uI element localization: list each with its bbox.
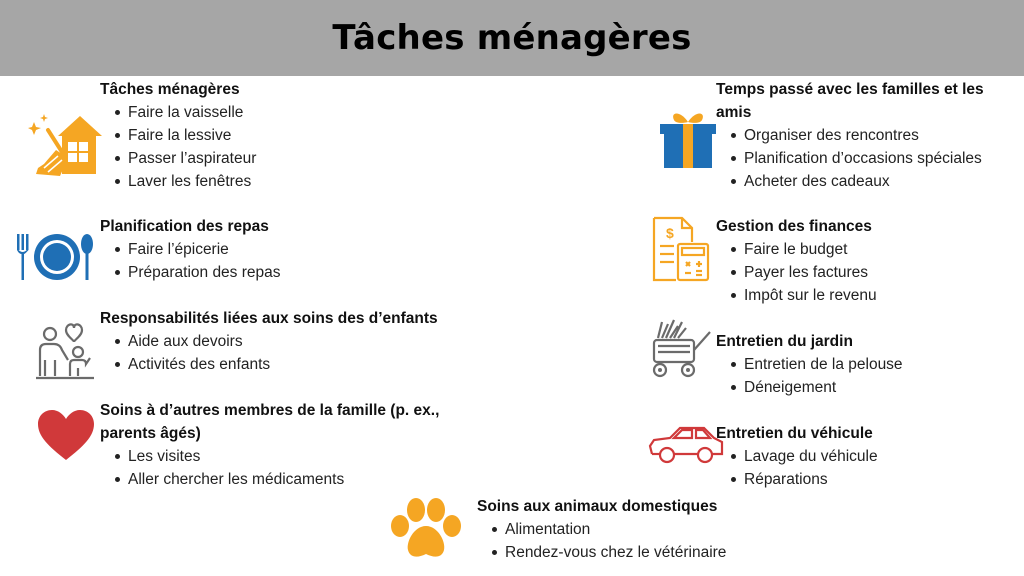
list-item: Entretien de la pelouse bbox=[716, 353, 903, 376]
plate-cutlery-icon bbox=[14, 232, 96, 282]
lawn-mower-icon bbox=[648, 318, 714, 380]
section-title: Entretien du jardin bbox=[716, 333, 853, 350]
list-item: Laver les fenêtres bbox=[100, 170, 256, 193]
list-item: Alimentation bbox=[477, 518, 726, 541]
list-item: Réparations bbox=[716, 468, 878, 491]
section-social bbox=[716, 78, 984, 193]
section-title: Planification des repas bbox=[100, 218, 269, 235]
section-title: Responsabilités liées aux soins des d’enfants bbox=[100, 310, 438, 327]
list-item: Passer l’aspirateur bbox=[100, 147, 256, 170]
list-item: Acheter des cadeaux bbox=[716, 170, 984, 193]
list-item: Déneigement bbox=[716, 376, 903, 399]
list-item: Faire la vaisselle bbox=[100, 101, 256, 124]
invoice-calculator-icon bbox=[652, 216, 712, 282]
list-item: Faire la lessive bbox=[100, 124, 256, 147]
list-item: Organiser des rencontres bbox=[716, 124, 984, 147]
list-item: Les visites bbox=[100, 445, 439, 468]
page-title: Tâches ménagères bbox=[332, 18, 692, 58]
section-pets bbox=[477, 495, 726, 564]
list-item: Payer les factures bbox=[716, 261, 877, 284]
list-item: Préparation des repas bbox=[100, 261, 281, 284]
car-icon bbox=[648, 424, 724, 464]
section-title: Gestion des finances bbox=[716, 218, 872, 235]
gift-icon bbox=[658, 108, 718, 170]
section-family-care bbox=[100, 399, 439, 491]
section-finances bbox=[716, 215, 877, 307]
section-meals bbox=[100, 215, 281, 284]
section-title: Entretien du véhicule bbox=[716, 425, 873, 442]
list-item: Faire l’épicerie bbox=[100, 238, 281, 261]
list-item: Planification d’occasions spéciales bbox=[716, 147, 984, 170]
section-title: Tâches ménagères bbox=[100, 81, 240, 98]
list-item: Lavage du véhicule bbox=[716, 445, 878, 468]
dollar-sign-icon: $ bbox=[666, 225, 674, 241]
list-item: Impôt sur le revenu bbox=[716, 284, 877, 307]
list-item: Activités des enfants bbox=[100, 353, 438, 376]
section-childcare bbox=[100, 307, 438, 376]
list-item: Aller chercher les médicaments bbox=[100, 468, 439, 491]
list-item: Faire le budget bbox=[716, 238, 877, 261]
section-title-line2: parents âgés) bbox=[100, 425, 201, 442]
house-cleaning-icon bbox=[28, 112, 102, 180]
header-banner bbox=[0, 0, 1024, 76]
section-title-line2: amis bbox=[716, 104, 752, 121]
section-chores bbox=[100, 78, 256, 193]
list-item: Rendez-vous chez le vétérinaire bbox=[477, 541, 726, 564]
section-title-line1: Temps passé avec les familles et les bbox=[716, 81, 984, 98]
section-vehicle bbox=[716, 422, 878, 491]
list-item: Aide aux devoirs bbox=[100, 330, 438, 353]
paw-icon bbox=[386, 496, 466, 562]
section-title: Soins aux animaux domestiques bbox=[477, 498, 718, 515]
parent-child-icon bbox=[34, 320, 98, 382]
section-garden bbox=[716, 330, 903, 399]
heart-icon bbox=[38, 410, 94, 462]
section-title-line1: Soins à d’autres membres de la famille (p. ex., bbox=[100, 402, 440, 419]
